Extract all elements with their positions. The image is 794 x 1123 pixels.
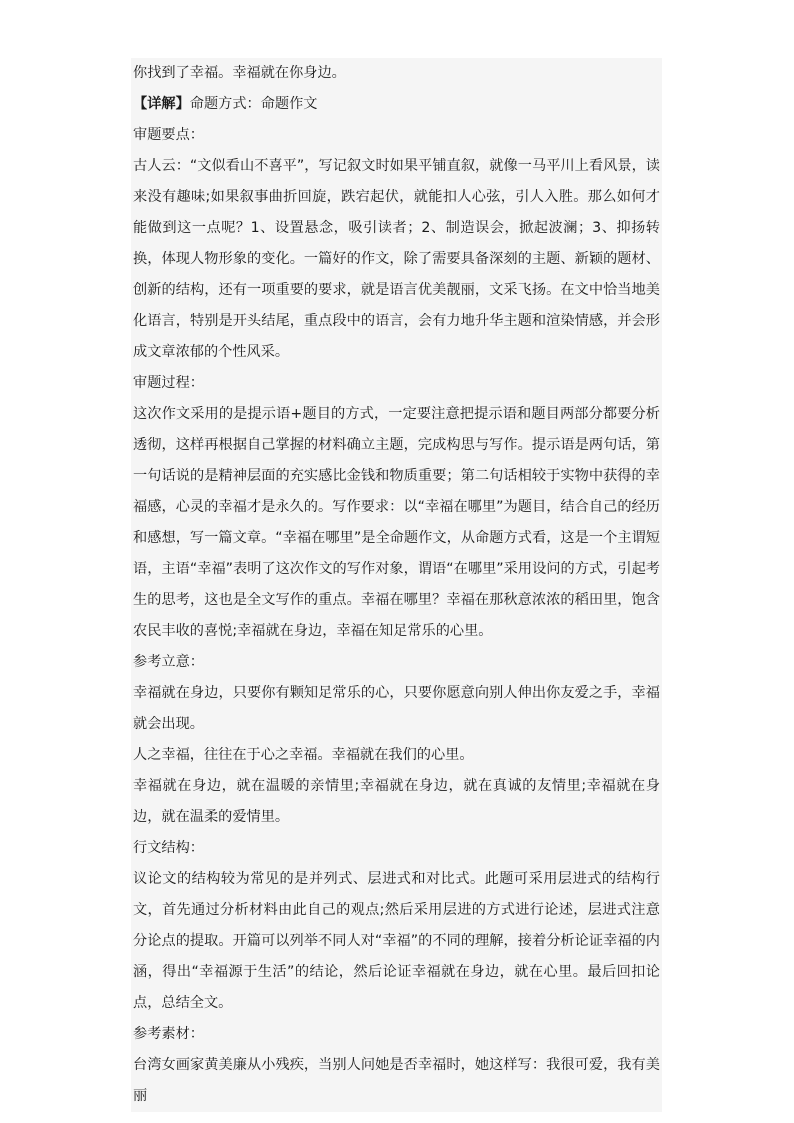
paragraph-theme-1: 幸福就在身边，只要你有颗知足常乐的心，只要你愿意向别人伸出你友爱之手，幸福就会出现。 xyxy=(133,685,660,732)
paragraph-closing-line: 你找到了幸福。幸福就在你身边。 xyxy=(133,65,346,81)
section-heading-process: 审题过程： xyxy=(133,375,204,391)
section-heading-theme: 参考立意： xyxy=(133,654,204,670)
explanation-text: 命题方式：命题作文 xyxy=(189,96,318,112)
explanation-heading xyxy=(131,89,662,120)
explanation-mark: 【详解】 xyxy=(133,96,190,112)
paragraph-theme-2: 人之幸福，往往在于心之幸福。幸福就在我们的心里。 xyxy=(133,747,474,763)
paragraph-key-points: 古人云：“文似看山不喜平”，写记叙文时如果平铺直叙，就像一马平川上看风景，读来没有趣味;如果叙事曲折回旋，跌宕起伏，就能扣人心弦，引人入胜。那么如何才能做到这一点呢？1、设置悬念，吸引读者；2、制造误会，掀起波澜；3、抑扬转换，体现人物形象的变化。一篇好的作文，除了需要具备深刻的主题、新颖的题材、创新的结构，还有一项重要的要求，就是语言优美靓丽，文采飞扬。在文中恰当地美化语言，特别是开头结尾，重点段中的语言，会有力地升华主题和渲染情感，并会形成文章浓郁的个性风采。 xyxy=(133,158,660,360)
paragraph-structure: 议论文的结构较为常见的是并列式、层进式和对比式。此题可采用层进式的结构行文，首先通过分析材料由此自己的观点;然后采用层进的方式进行论述，层进式注意分论点的提取。开篇可以列举不同人对“幸福”的不同的理解，接着分析论证幸福的内涵，得出“幸福源于生活”的结论，然后论证幸福就在身边，就在心里。最后回扣论点，总结全文。 xyxy=(133,871,660,1011)
section-heading-materials: 参考素材： xyxy=(133,1026,204,1042)
section-heading-key-points: 审题要点： xyxy=(133,127,204,143)
section-heading-structure: 行文结构： xyxy=(133,840,204,856)
paragraph-process: 这次作文采用的是提示语+题目的方式，一定要注意把提示语和题目两部分都要分析透彻，这样再根据自己掌握的材料确立主题，完成构思与写作。提示语是两句话，第一句话说的是精神层面的充实感比金钱和物质重要；第二句话相较于实物中获得的幸福感，心灵的幸福才是永久的。写作要求：以“幸福在哪里”为题目，结合自己的经历和感想，写一篇文章。“幸福在哪里”是全命题作文，从命题方式看，这是一个主谓短语，主语“幸福”表明了这次作文的写作对象，谓语“在哪里”采用设问的方式，引起考生的思考，这也是全文写作的重点。幸福在哪里？幸福在那秋意浓浓的稻田里，饱含农民丰收的喜悦;幸福就在身边，幸福在知足常乐的心里。 xyxy=(133,406,660,639)
paragraph-theme-3: 幸福就在身边，就在温暖的亲情里;幸福就在身边，就在真诚的友情里;幸福就在身边，就在温柔的爱情里。 xyxy=(133,778,660,825)
document-body xyxy=(131,58,662,1112)
paragraph-materials: 台湾女画家黄美廉从小残疾，当别人问她是否幸福时，她这样写：我很可爱，我有美丽 xyxy=(133,1057,660,1104)
